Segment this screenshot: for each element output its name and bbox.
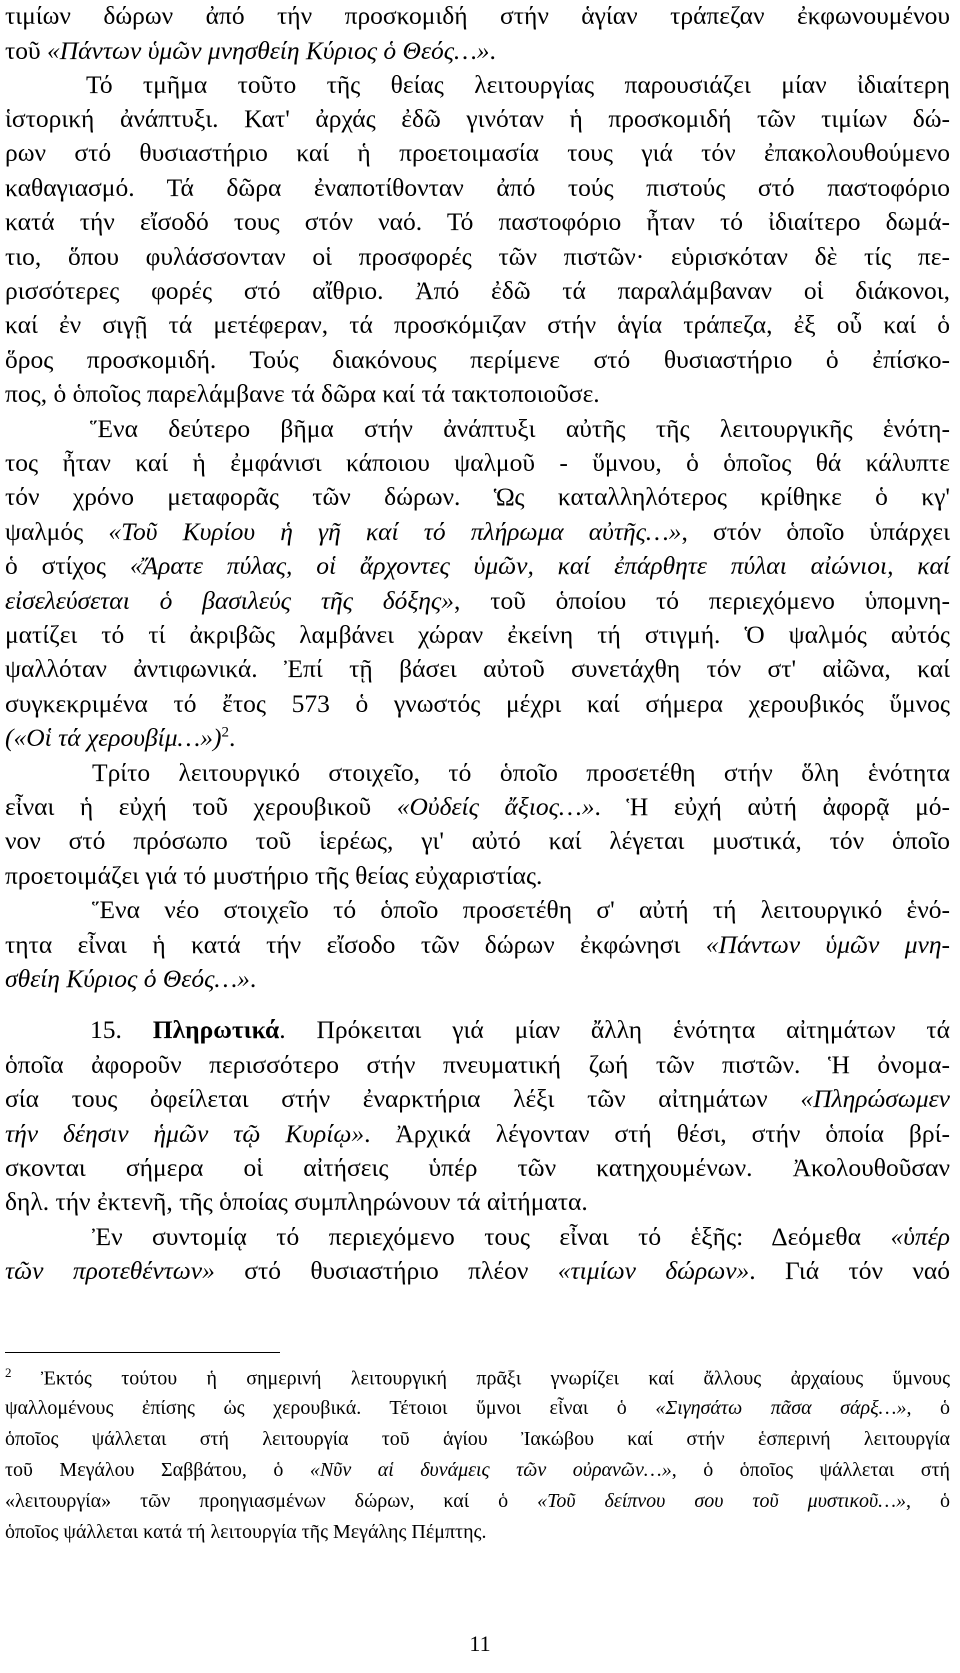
text-line: πος, ὁ ὁποῖος παρελάμβανε τά δῶρα καί τά τακτοποιοῦσε. [5, 379, 600, 408]
text-line: τοῦ «Πάντων ὑμῶν μνησθείη Κύριος ὁ Θεός…». [5, 36, 496, 65]
text-line: 15. Πληρωτικά. Πρόκειται γιά μίαν ἄλλη ἑνότητα αἰτημάτων τά [90, 1015, 950, 1044]
text-line: τήν δέησιν ἡμῶν τῷ Κυρίῳ». Ἀρχικά λέγονταν στή θέσι, στήν ὁποία βρί- [5, 1119, 950, 1148]
text-line: ψαλμός «Τοῦ Κυρίου ἡ γῆ καί τό πλήρωμα αὐτῆς…», στόν ὁποῖο ὑπάρχει [5, 517, 950, 546]
text-line: Τό τμῆμα τοῦτο τῆς θείας λειτουργίας παρουσιάζει μίαν ἰδιαίτερη [86, 70, 950, 99]
text-line: ψαλλόταν ἀντιφωνικά. Ἐπί τῇ βάσει αὐτοῦ συνετάχθη τόν στ' αἰῶνα, καί [5, 654, 950, 683]
text-line: σκονται σήμερα οἱ αἰτήσεις ὑπέρ τῶν κατηχουμένων. Ἀκολουθοῦσαν [5, 1153, 950, 1182]
text-line: ὅρος προσκομιδή. Τούς διακόνους περίμενε στό θυσιαστήριο ὁ ἐπίσκο- [5, 345, 950, 374]
text-line: καί ἐν σιγῇ τά μετέφεραν, τά προσκόμιζαν στήν ἁγία τράπεζα, ἐξ οὗ καί ὁ [5, 310, 950, 339]
footnote-line [5, 1366, 950, 1389]
text-line: Τρίτο λειτουργικό στοιχεῖο, τό ὁποῖο προσετέθη στήν ὅλη ἑνότητα [92, 758, 950, 787]
text-line: καθαγιασμό. Τά δῶρα ἐναποτίθονταν ἀπό τούς πιστούς στό παστοφόριο [5, 173, 950, 202]
text-line: Ἕνα νέο στοιχεῖο τό ὁποῖο προσετέθη σ' αὐτή τή λειτουργικό ἑνό- [92, 895, 950, 924]
footnote-separator [5, 1352, 280, 1353]
text-line: τόν χρόνο μεταφορᾶς τῶν δώρων. Ὡς καταλληλότερος κρίθηκε ὁ κγ' [5, 482, 950, 511]
text-line: τος ἦταν καί ἡ ἐμφάνισι κάποιου ψαλμοῦ - ὕμνου, ὁ ὁποῖος θά κάλυπτε [5, 448, 950, 477]
footnote-line: ὁποῖος ψάλλεται στή λειτουργία τοῦ ἁγίου Ἰακώβου καί στήν ἑσπερινή λειτουργία [5, 1428, 950, 1450]
text-line: συγκεκριμένα τό ἔτος 573 ὁ γνωστός μέχρι καί σήμερα χερουβικός ὕμνος [5, 689, 950, 718]
footnote-text: Ἐκτός τούτου ἡ σημερινή λειτουργική πρᾶξι γνωρίζει καί ἄλλους ἀρχαίους ὕμνους [40, 1367, 950, 1390]
text-line: ρων στό θυσιαστήριο καί ἡ προετοιμασία τους γιά τόν ἐπακολουθούμενο [5, 138, 950, 167]
text-line: σία τους ὀφείλεται στήν ἐναρκτήρια λέξι τῶν αἰτημάτων «Πληρώσωμεν [5, 1084, 950, 1113]
text-line: εἰσελεύσεται ὁ βασιλεύς τῆς δόξης», τοῦ ὁποίου τό περιεχόμενο ὑπομνη- [5, 586, 950, 615]
footnote-line: τοῦ Μεγάλου Σαββάτου, ὁ «Νῦν αἱ δυνάμεις τῶν οὐρανῶν…», ὁ ὁποῖος ψάλλεται στή [5, 1459, 950, 1481]
footnote-line: «λειτουργία» τῶν προηγιασμένων δώρων, καί ὁ «Τοῦ δείπνου σου τοῦ μυστικοῦ…», ὁ [5, 1490, 951, 1512]
text-line: δηλ. τήν ἐκτενῆ, τῆς ὁποίας συμπληρώνουν τά αἰτήματα. [5, 1187, 588, 1216]
text-line: Ἐν συντομίᾳ τό περιεχόμενο τους εἶναι τό ἑξῆς: Δεόμεθα «ὑπέρ [92, 1222, 950, 1251]
text-line: Ἕνα δεύτερο βῆμα στήν ἀνάπτυξι αὐτῆς τῆς λειτουργικῆς ἑνότη- [90, 414, 950, 443]
text-line: ρισσότερες φορές στό αἴθριο. Ἀπό ἐδῶ τά παραλάμβαναν οἱ διάκονοι, [5, 276, 950, 305]
footnote-line: ψαλλομένους ἐπίσης ὡς χερουβικά. Τέτοιοι ὕμνοι εἶναι ὁ «Σιγησάτω πᾶσα σάρξ…», ὁ [5, 1397, 951, 1419]
text-line: ὁ στίχος «Ἄρατε πύλας, οἱ ἄρχοντες ὑμῶν, καί ἐπάρθητε πύλαι αἰώνιοι, καί [5, 551, 950, 580]
text-line: προετοιμάζει γιά τό μυστήριο τῆς θείας εὐχαριστίας. [5, 861, 543, 890]
text-line: («Οἱ τά χερουβίμ…»)$^2$. [5, 723, 236, 752]
text-line: τητα εἶναι ἡ κατά τήν εἴσοδο τῶν δώρων ἐκφώνησι «Πάντων ὑμῶν μνη- [5, 930, 951, 959]
text-line: τιο, ὅπου φυλάσσονταν οἱ προσφορές τῶν πιστῶν· εὑρισκόταν δὲ τίς πε- [5, 242, 950, 271]
text-line: ἱστορική ἀνάπτυξι. Κατ' ἀρχάς ἐδῶ γινόταν ἡ προσκομιδή τῶν τιμίων δώ- [5, 104, 950, 133]
text-line: ὁποῖα ἀφοροῦν περισσότερο στήν πνευματική ζωή τῶν πιστῶν. Ἡ ὀνομα- [5, 1050, 950, 1079]
text-line: νον στό πρόσωπο τοῦ ἱερέως, γι' αὐτό καί λέγεται μυστικά, τόν ὁποῖο [5, 826, 950, 855]
footnote-marker: 2 [5, 1365, 12, 1380]
footnote-reference: 2 [221, 724, 229, 741]
footnote-line: ὁποῖος ψάλλεται κατά τή λειτουργία τῆς Μεγάλης Πέμπτης. [5, 1521, 487, 1543]
text-line: ματίζει τό τί ἀκριβῶς λαμβάνει χώραν ἐκείνη τή στιγμή. Ὁ ψαλμός αὐτός [5, 620, 950, 649]
page-number: 11 [469, 1631, 491, 1656]
text-line: τιμίων δώρων ἀπό τήν προσκομιδή στήν ἁγίαν τράπεζαν ἐκφωνουμένου [5, 1, 950, 30]
text-line: εἶναι ἡ εὐχή τοῦ χερουβικοῦ «Οὐδείς ἄξιος…». Ἡ εὐχή αὐτή ἀφορᾷ μό- [5, 792, 950, 821]
text-line: τῶν προτεθέντων» στό θυσιαστήριο πλέον «τιμίων δώρων». Γιά τόν ναό [5, 1256, 950, 1285]
text-line: σθείη Κύριος ὁ Θεός…». [5, 964, 257, 993]
text-line: κατά τήν εἴσοδό τους στόν ναό. Τό παστοφόριο ἦταν τό ἰδιαίτερο δωμά- [5, 207, 950, 236]
